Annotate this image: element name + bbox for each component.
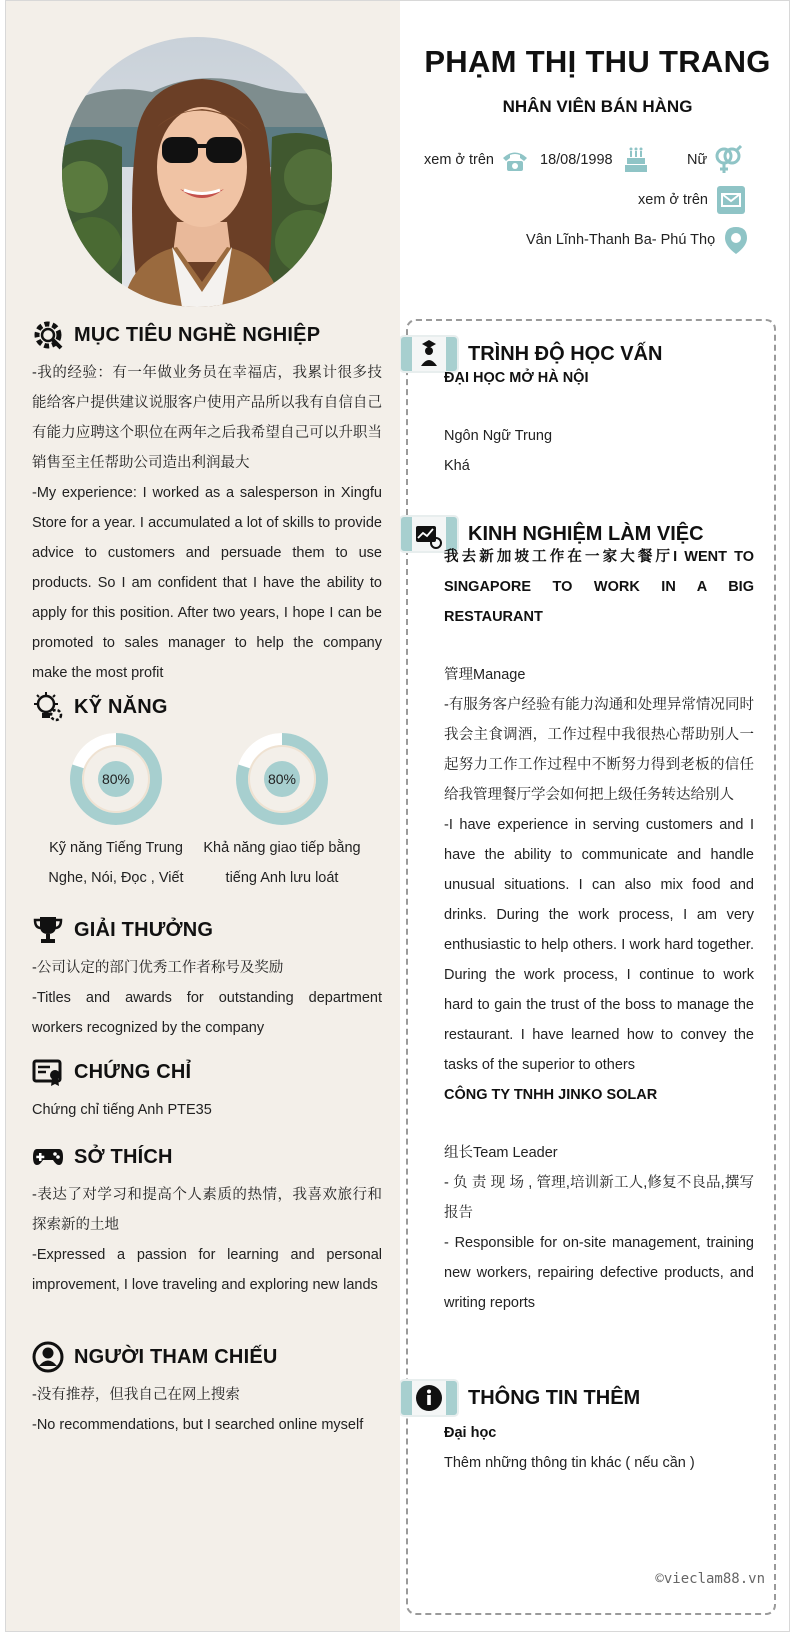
- lightbulb-gear-icon: [32, 691, 64, 723]
- objective-text-cn: -我的经验：有一年做业务员在幸福店，我累计很多技能给客户提供建议说服客户使用产品所以我有自信自己有能力应聘这个职位在两年之后我希望自己可以升职当销售至主任帮助公司造出利润最大: [32, 365, 382, 471]
- section-hobbies: [32, 1140, 382, 1300]
- gear-search-icon: [32, 319, 64, 351]
- skill-item: [31, 729, 201, 893]
- certificate-icon: [32, 1056, 64, 1088]
- section-title: GIẢI THƯỞNG: [74, 918, 214, 941]
- additional-subtitle: Đại học: [444, 1425, 497, 1441]
- skill-item: [197, 729, 367, 893]
- contact-email: [638, 185, 746, 215]
- avatar: [62, 37, 332, 307]
- phone-value: xem ở trên: [424, 152, 494, 168]
- job-description-en: -I have experience in serving customers and I have the ability to communicate and handle unusual situations. I can also mix food and drinks. During the work process, I am very enthusiastic to help others. I work hard together. During the work process, I continue to work hard to gain the trust of the boss to manage the restaurant. I have learned how to convey the tasks of the superior to others: [444, 817, 754, 1073]
- hobbies-text-cn: -表达了对学习和提高个人素质的热情，我喜欢旅行和探索新的土地: [32, 1187, 382, 1233]
- job-company: CÔNG TY TNHH JINKO SOLAR: [444, 1087, 658, 1103]
- job-position: 管理Manage: [444, 667, 526, 683]
- cake-icon: [621, 145, 651, 175]
- section-title: TRÌNH ĐỘ HỌC VẤN: [468, 342, 663, 365]
- awards-text-en: -Titles and awards for outstanding department workers recognized by the company: [32, 990, 382, 1036]
- contact-birthday: [540, 145, 651, 175]
- user-circle-icon: [32, 1341, 64, 1373]
- section-title: NGƯỜI THAM CHIẾU: [74, 1345, 278, 1368]
- section-title: SỞ THÍCH: [74, 1145, 173, 1168]
- section-title: THÔNG TIN THÊM: [468, 1386, 641, 1409]
- envelope-icon: [716, 185, 746, 215]
- job-position: 组长Team Leader: [444, 1145, 558, 1161]
- watermark: ©vieclam88.vn: [655, 1571, 765, 1587]
- gamepad-icon: [32, 1141, 64, 1173]
- references-text-en: -No recommendations, but I searched online myself: [32, 1417, 364, 1433]
- job-description-cn: -有服务客户经验有能力沟通和处理异常情况同时我会主食调酒，工作过程中我很热心帮助别人一起努力工作工作过程中不断努力得到老板的信任给我管理餐厅学会如何把上级任务转达给别人: [444, 697, 754, 803]
- skill-label: Khả năng giao tiếp bằng tiếng Anh lưu loát: [203, 840, 361, 886]
- gender-value: Nữ: [687, 152, 708, 168]
- info-icon: [400, 1378, 460, 1418]
- section-certificates: [32, 1055, 382, 1125]
- section-awards: [32, 913, 382, 1043]
- skill-label: Kỹ năng Tiếng Trung Nghe, Nói, Đọc , Viết: [48, 840, 184, 886]
- job-company: 我去新加坡工作在一家大餐厅I WENT TO SINGAPORE TO WORK IN A BIG RESTAURANT: [444, 549, 754, 625]
- candidate-name: PHẠM THỊ THU TRANG: [424, 44, 771, 79]
- section-education: [444, 363, 754, 481]
- references-text-cn: -没有推荐，但我自己在网上搜索: [32, 1387, 240, 1403]
- job-title: NHÂN VIÊN BÁN HÀNG: [502, 97, 693, 116]
- contact-address: [526, 225, 751, 255]
- section-title: KINH NGHIỆM LÀM VIỆC: [468, 522, 704, 545]
- profile-photo: [62, 37, 332, 307]
- section-additional: [444, 1418, 754, 1478]
- objective-text-en: -My experience: I worked as a salesperson in Xingfu Store for a year. I accumulated a lot of skills to provide advice to customers and persuade them to use products. So I am confident that I have the ability to apply for this position. After two years, I hope I can be promoted to sales manager to help the company make the most profit: [32, 485, 382, 681]
- trophy-icon: [32, 914, 64, 946]
- address-value: Vân Lĩnh-Thanh Ba- Phú Thọ: [526, 232, 716, 248]
- skill-percent: 80%: [101, 771, 131, 787]
- education-major: Ngôn Ngữ Trung: [444, 428, 553, 444]
- certificates-text: Chứng chỉ tiếng Anh PTE35: [32, 1102, 212, 1118]
- section-additional-header: [400, 1378, 640, 1418]
- section-title: CHỨNG CHỈ: [74, 1060, 192, 1083]
- contact-gender: [687, 145, 743, 175]
- section-skills: [32, 690, 382, 724]
- skill-donut: [66, 729, 166, 829]
- awards-text-cn: -公司认定的部门优秀工作者称号及奖励: [32, 960, 284, 976]
- gender-icon: [713, 145, 743, 175]
- contact-phone: [424, 145, 530, 175]
- email-value: xem ở trên: [638, 192, 708, 208]
- hobbies-text-en: -Expressed a passion for learning and personal improvement, I love traveling and exploring new lands: [32, 1247, 382, 1293]
- phone-icon: [500, 145, 530, 175]
- additional-text: Thêm những thông tin khác ( nếu cần ): [444, 1455, 695, 1471]
- section-references: [32, 1340, 382, 1440]
- section-title: MỤC TIÊU NGHỀ NGHIỆP: [74, 323, 321, 346]
- skill-percent: 80%: [267, 771, 297, 787]
- location-pin-icon: [721, 225, 751, 255]
- job-description-cn: - 负 责 现 场 , 管理,培训新工人,修复不良品,撰写报告: [444, 1175, 754, 1221]
- education-school: ĐẠI HỌC MỞ HÀ NỘI: [444, 370, 589, 386]
- education-grade: Khá: [444, 458, 470, 474]
- section-title: KỸ NĂNG: [74, 695, 168, 718]
- job-description-en: - Responsible for on-site management, training new workers, repairing defective products, and writing reports: [444, 1235, 754, 1311]
- section-objective: [32, 318, 382, 688]
- section-experience: [444, 542, 754, 1318]
- birthday-value: 18/08/1998: [540, 152, 613, 168]
- skill-donut: [232, 729, 332, 829]
